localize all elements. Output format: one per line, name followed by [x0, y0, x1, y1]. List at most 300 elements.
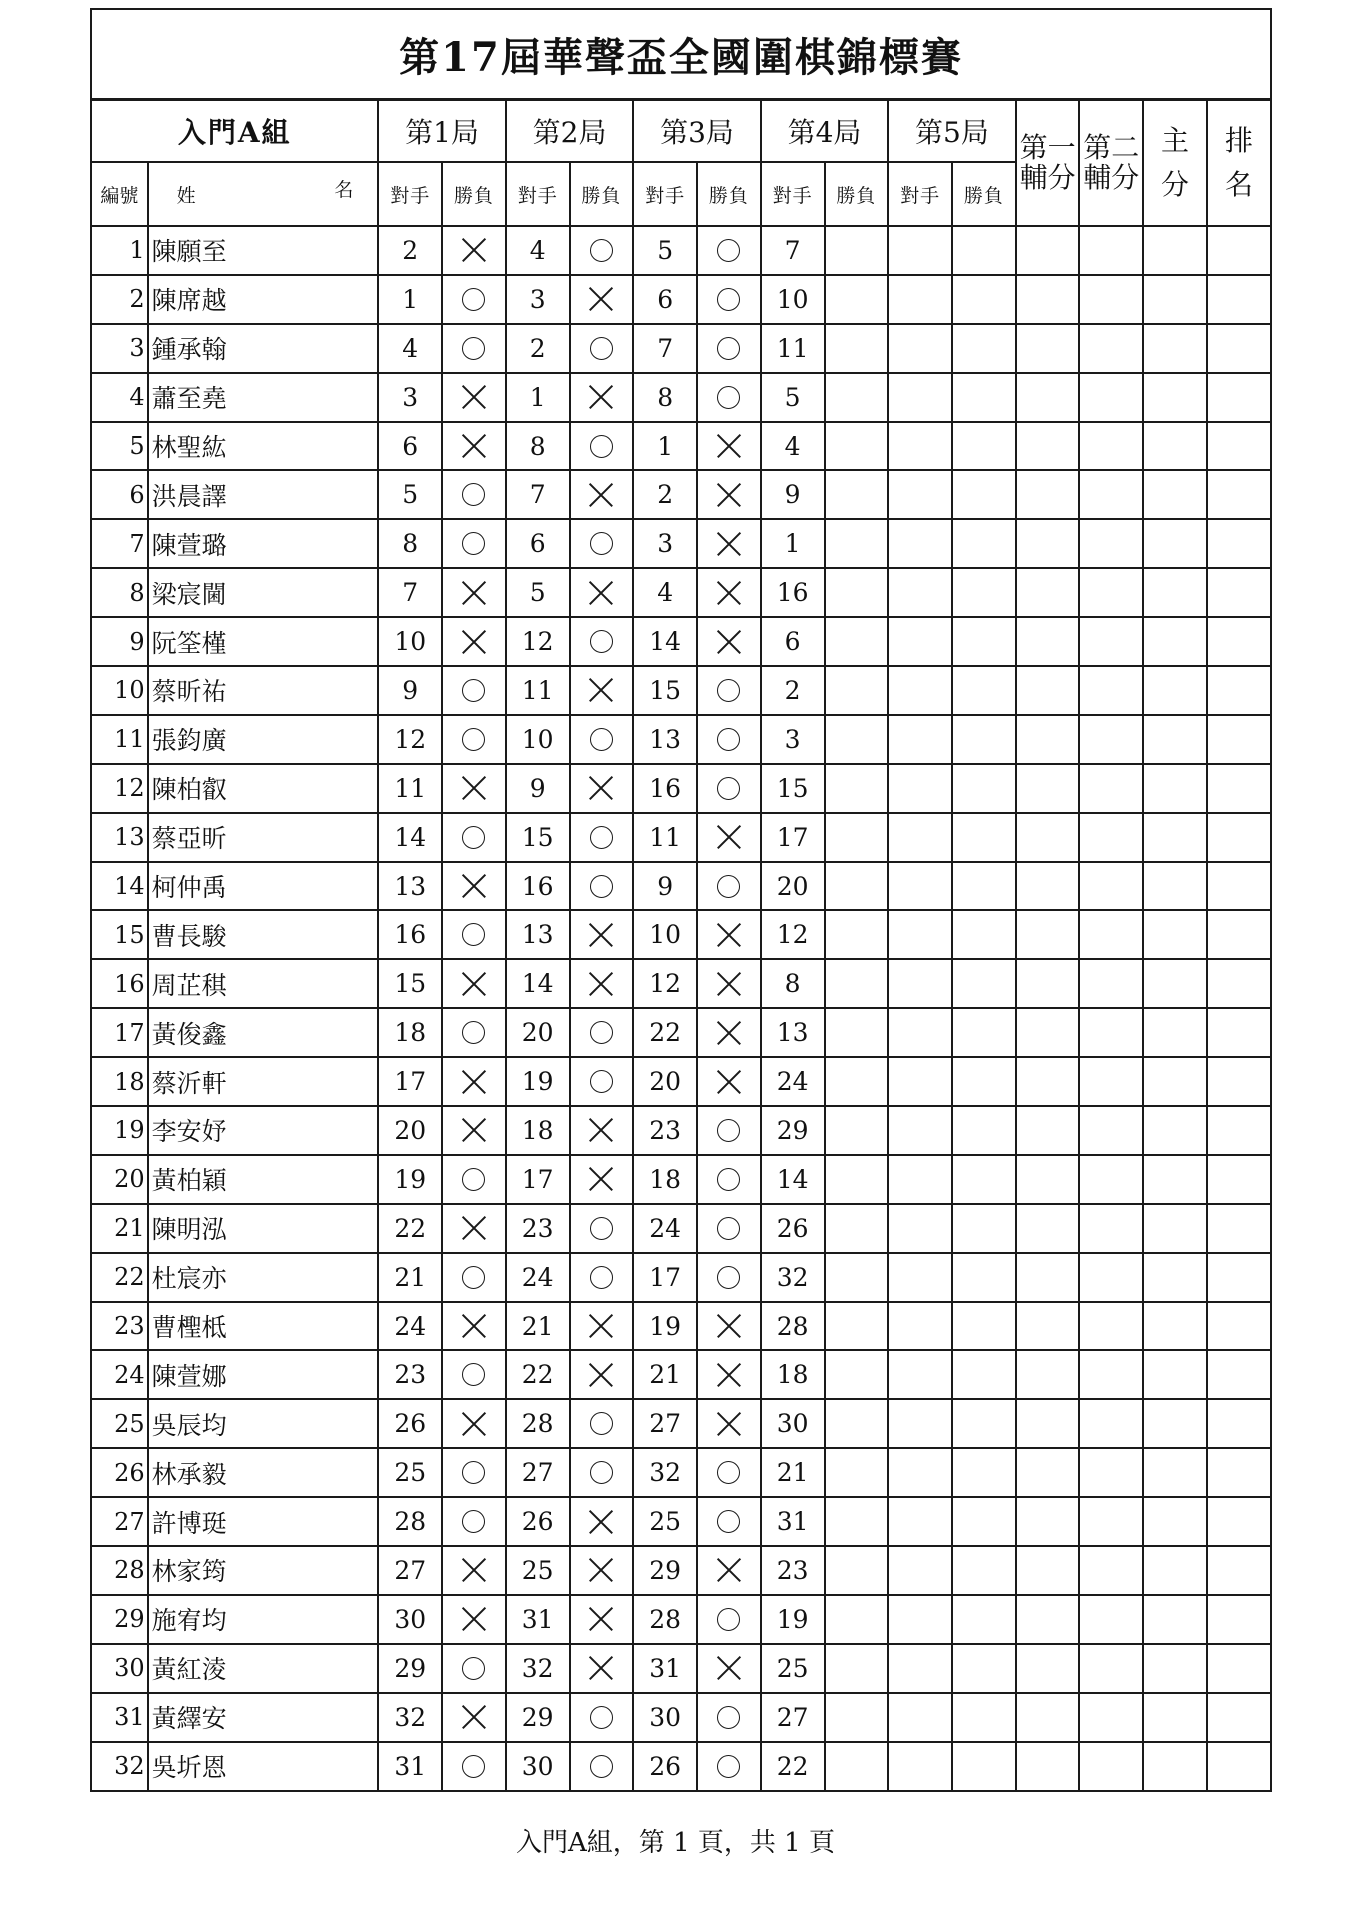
opponent-cell — [888, 568, 952, 617]
opponent-cell — [888, 1448, 952, 1497]
loss-cross-icon — [588, 286, 614, 312]
player-name: 黃柏穎 — [148, 1155, 379, 1204]
opponent-cell: 2 — [633, 470, 697, 519]
player-name: 洪晨譯 — [148, 470, 379, 519]
opponent-cell — [888, 1302, 952, 1351]
opponent-cell: 7 — [506, 470, 570, 519]
result-cell — [442, 1057, 506, 1106]
player-name: 陳席越 — [148, 275, 379, 324]
result-cell — [442, 715, 506, 764]
player-name: 杜宸亦 — [148, 1253, 379, 1302]
player-number: 23 — [91, 1302, 148, 1351]
rank-cell — [1207, 226, 1271, 275]
result-cell — [825, 1253, 889, 1302]
loss-cross-icon — [461, 1704, 487, 1730]
results-sheet — [90, 8, 1272, 1792]
opponent-cell: 18 — [378, 1008, 442, 1057]
opponent-cell: 22 — [378, 1204, 442, 1253]
tiebreak-1-cell — [1016, 862, 1080, 911]
win-circle-icon — [462, 826, 485, 849]
result-cell — [952, 764, 1016, 813]
result-cell — [442, 1742, 506, 1791]
tiebreak-2-cell — [1079, 862, 1143, 911]
tiebreak-2-cell — [1079, 1155, 1143, 1204]
player-number: 13 — [91, 813, 148, 862]
opponent-cell: 20 — [761, 862, 825, 911]
tiebreak-2-cell — [1079, 275, 1143, 324]
table-row — [91, 959, 1271, 1008]
opponent-cell: 2 — [378, 226, 442, 275]
name-header-second: 名 — [334, 179, 354, 201]
loss-cross-icon — [716, 531, 742, 557]
result-cell — [952, 373, 1016, 422]
player-number: 31 — [91, 1693, 148, 1742]
score-cell — [1143, 422, 1207, 471]
loss-cross-icon — [588, 1606, 614, 1632]
win-circle-icon — [590, 826, 613, 849]
win-circle-icon — [590, 1461, 613, 1484]
win-circle-icon — [590, 1755, 613, 1778]
result-cell — [442, 617, 506, 666]
loss-cross-icon — [461, 1411, 487, 1437]
opponent-cell: 3 — [506, 275, 570, 324]
result-cell — [570, 1399, 634, 1448]
loss-cross-icon — [461, 1313, 487, 1339]
opponent-cell: 11 — [761, 324, 825, 373]
player-rows — [91, 226, 1271, 1791]
opponent-cell: 26 — [633, 1742, 697, 1791]
result-cell — [697, 1204, 761, 1253]
loss-cross-icon — [461, 629, 487, 655]
result-cell — [570, 1742, 634, 1791]
opponent-cell: 30 — [506, 1742, 570, 1791]
result-cell — [570, 1057, 634, 1106]
tiebreak-1-cell — [1016, 910, 1080, 959]
tiebreak-1-cell — [1016, 519, 1080, 568]
opponent-cell: 21 — [761, 1448, 825, 1497]
result-cell — [952, 715, 1016, 764]
result-cell — [697, 1742, 761, 1791]
player-name: 許博珽 — [148, 1497, 379, 1546]
opponent-cell: 25 — [506, 1546, 570, 1595]
table-row — [91, 1595, 1271, 1644]
opponent-cell: 12 — [378, 715, 442, 764]
player-number: 15 — [91, 910, 148, 959]
score-cell — [1143, 1204, 1207, 1253]
player-number: 24 — [91, 1350, 148, 1399]
win-circle-icon — [590, 239, 613, 262]
opponent-cell — [888, 324, 952, 373]
result-cell — [825, 1008, 889, 1057]
opponent-cell: 12 — [761, 910, 825, 959]
opponent-cell: 28 — [633, 1595, 697, 1644]
result-cell — [442, 324, 506, 373]
result-cell — [442, 1497, 506, 1546]
result-cell — [825, 1595, 889, 1644]
opponent-cell: 20 — [378, 1106, 442, 1155]
tiebreak-1-cell — [1016, 1742, 1080, 1791]
tiebreak-2-cell — [1079, 1595, 1143, 1644]
player-number: 11 — [91, 715, 148, 764]
opponent-cell: 14 — [378, 813, 442, 862]
tiebreak-2-cell — [1079, 324, 1143, 373]
result-cell — [697, 764, 761, 813]
round-1-header: 第1局 — [378, 100, 505, 163]
opponent-cell: 14 — [761, 1155, 825, 1204]
result-cell — [570, 1106, 634, 1155]
tiebreak-1-cell — [1016, 1546, 1080, 1595]
opponent-cell: 14 — [633, 617, 697, 666]
score-cell — [1143, 1155, 1207, 1204]
opponent-cell — [888, 1644, 952, 1693]
opponent-cell: 20 — [506, 1008, 570, 1057]
rank-cell — [1207, 1399, 1271, 1448]
opponent-cell — [888, 1106, 952, 1155]
result-cell — [697, 568, 761, 617]
player-name: 林家筠 — [148, 1546, 379, 1595]
player-number: 17 — [91, 1008, 148, 1057]
rank-cell — [1207, 324, 1271, 373]
score-cell — [1143, 1008, 1207, 1057]
result-cell — [570, 519, 634, 568]
table-row — [91, 226, 1271, 275]
loss-cross-icon — [716, 1557, 742, 1583]
player-name: 陳萱璐 — [148, 519, 379, 568]
win-circle-icon — [590, 630, 613, 653]
loss-cross-icon — [588, 1557, 614, 1583]
result-cell — [952, 568, 1016, 617]
result-cell — [952, 617, 1016, 666]
opponent-cell: 22 — [506, 1350, 570, 1399]
table-row — [91, 666, 1271, 715]
player-name: 蕭至堯 — [148, 373, 379, 422]
win-circle-icon — [462, 288, 485, 311]
player-number: 19 — [91, 1106, 148, 1155]
opponent-header: 對手 — [888, 162, 952, 226]
result-cell — [825, 1644, 889, 1693]
tiebreak-1-cell — [1016, 373, 1080, 422]
tiebreak-1-cell — [1016, 1008, 1080, 1057]
result-cell — [697, 226, 761, 275]
result-cell — [825, 1399, 889, 1448]
win-circle-icon — [717, 239, 740, 262]
win-circle-icon — [717, 1266, 740, 1289]
opponent-cell: 13 — [761, 1008, 825, 1057]
tiebreak-2-cell — [1079, 1253, 1143, 1302]
opponent-cell: 28 — [378, 1497, 442, 1546]
tiebreak-1-cell — [1016, 275, 1080, 324]
score-cell — [1143, 568, 1207, 617]
loss-cross-icon — [716, 433, 742, 459]
number-header: 編號 — [91, 162, 148, 226]
score-line1: 主 — [1161, 124, 1190, 157]
player-number: 20 — [91, 1155, 148, 1204]
player-name: 曹長駿 — [148, 910, 379, 959]
opponent-cell: 29 — [506, 1693, 570, 1742]
tiebreak-1-cell — [1016, 1155, 1080, 1204]
result-cell — [570, 1302, 634, 1351]
opponent-cell: 1 — [633, 422, 697, 471]
round-5-header: 第5局 — [888, 100, 1015, 163]
opponent-cell: 16 — [761, 568, 825, 617]
win-circle-icon — [590, 435, 613, 458]
opponent-cell: 4 — [761, 422, 825, 471]
loss-cross-icon — [588, 1509, 614, 1535]
opponent-cell — [888, 813, 952, 862]
player-name: 黃俊鑫 — [148, 1008, 379, 1057]
win-circle-icon — [590, 1706, 613, 1729]
table-row — [91, 470, 1271, 519]
opponent-cell: 32 — [633, 1448, 697, 1497]
player-number: 28 — [91, 1546, 148, 1595]
result-cell — [825, 1302, 889, 1351]
score-cell — [1143, 324, 1207, 373]
rank-cell — [1207, 1595, 1271, 1644]
opponent-cell: 2 — [506, 324, 570, 373]
tiebreak-2-cell — [1079, 1644, 1143, 1693]
opponent-cell: 1 — [378, 275, 442, 324]
tiebreak-1-cell — [1016, 813, 1080, 862]
opponent-cell: 26 — [761, 1204, 825, 1253]
result-cell — [570, 275, 634, 324]
opponent-cell: 13 — [633, 715, 697, 764]
opponent-cell: 23 — [378, 1350, 442, 1399]
player-number: 4 — [91, 373, 148, 422]
loss-cross-icon — [588, 580, 614, 606]
result-cell — [442, 666, 506, 715]
result-cell — [442, 1399, 506, 1448]
score-cell — [1143, 1595, 1207, 1644]
result-cell — [952, 1546, 1016, 1595]
loss-cross-icon — [716, 824, 742, 850]
loss-cross-icon — [461, 433, 487, 459]
win-circle-icon — [462, 1168, 485, 1191]
result-cell — [952, 813, 1016, 862]
tiebreak-2-line1: 第二 — [1083, 131, 1140, 164]
result-cell — [442, 1595, 506, 1644]
score-header — [1143, 100, 1207, 227]
tiebreak-1-cell — [1016, 1350, 1080, 1399]
win-circle-icon — [462, 1266, 485, 1289]
opponent-cell: 6 — [761, 617, 825, 666]
opponent-cell: 23 — [761, 1546, 825, 1595]
result-cell — [825, 1546, 889, 1595]
opponent-cell — [888, 373, 952, 422]
table-row — [91, 519, 1271, 568]
result-cell — [952, 1742, 1016, 1791]
tiebreak-2-cell — [1079, 1302, 1143, 1351]
result-cell — [952, 910, 1016, 959]
result-cell — [697, 1106, 761, 1155]
result-cell — [697, 324, 761, 373]
opponent-cell: 23 — [506, 1204, 570, 1253]
rank-cell — [1207, 1742, 1271, 1791]
loss-cross-icon — [461, 971, 487, 997]
loss-cross-icon — [588, 1655, 614, 1681]
table-row — [91, 715, 1271, 764]
result-cell — [952, 1399, 1016, 1448]
rank-cell — [1207, 1204, 1271, 1253]
win-circle-icon — [590, 1412, 613, 1435]
opponent-cell — [888, 1204, 952, 1253]
opponent-cell: 25 — [378, 1448, 442, 1497]
score-cell — [1143, 1302, 1207, 1351]
player-name: 曹檉柢 — [148, 1302, 379, 1351]
player-name: 林承毅 — [148, 1448, 379, 1497]
score-cell — [1143, 1644, 1207, 1693]
result-cell — [825, 1448, 889, 1497]
result-cell — [825, 862, 889, 911]
result-cell — [825, 1106, 889, 1155]
loss-cross-icon — [716, 971, 742, 997]
tiebreak-2-cell — [1079, 1742, 1143, 1791]
opponent-cell: 17 — [378, 1057, 442, 1106]
tiebreak-2-cell — [1079, 1106, 1143, 1155]
tiebreak-1-cell — [1016, 1253, 1080, 1302]
result-cell — [697, 617, 761, 666]
table-row — [91, 1693, 1271, 1742]
table-row — [91, 1302, 1271, 1351]
player-name: 陳柏叡 — [148, 764, 379, 813]
result-cell — [442, 226, 506, 275]
win-circle-icon — [717, 1755, 740, 1778]
table-row — [91, 568, 1271, 617]
score-cell — [1143, 373, 1207, 422]
tiebreak-1-cell — [1016, 1204, 1080, 1253]
opponent-cell: 10 — [633, 910, 697, 959]
tiebreak-2-cell — [1079, 1546, 1143, 1595]
result-cell — [952, 1155, 1016, 1204]
rank-header — [1207, 100, 1271, 227]
opponent-cell — [888, 862, 952, 911]
result-cell — [442, 1106, 506, 1155]
rank-cell — [1207, 422, 1271, 471]
opponent-cell: 31 — [506, 1595, 570, 1644]
result-cell — [825, 1742, 889, 1791]
opponent-cell: 18 — [761, 1350, 825, 1399]
opponent-cell: 10 — [506, 715, 570, 764]
rank-line2: 名 — [1224, 168, 1253, 201]
opponent-cell — [888, 519, 952, 568]
rank-cell — [1207, 910, 1271, 959]
player-name: 蔡沂軒 — [148, 1057, 379, 1106]
result-cell — [825, 1693, 889, 1742]
result-cell — [442, 1350, 506, 1399]
opponent-cell: 27 — [506, 1448, 570, 1497]
opponent-cell: 11 — [378, 764, 442, 813]
opponent-cell — [888, 226, 952, 275]
player-number: 30 — [91, 1644, 148, 1693]
win-circle-icon — [717, 386, 740, 409]
rank-cell — [1207, 1253, 1271, 1302]
opponent-cell: 30 — [761, 1399, 825, 1448]
result-cell — [442, 275, 506, 324]
result-cell — [825, 373, 889, 422]
tiebreak-2-cell — [1079, 959, 1143, 1008]
opponent-cell: 26 — [378, 1399, 442, 1448]
rank-line1: 排 — [1224, 124, 1253, 157]
opponent-cell: 24 — [633, 1204, 697, 1253]
opponent-cell — [888, 764, 952, 813]
result-cell — [952, 1497, 1016, 1546]
table-row — [91, 1742, 1271, 1791]
result-cell — [697, 1155, 761, 1204]
result-cell — [570, 1448, 634, 1497]
opponent-cell: 21 — [633, 1350, 697, 1399]
loss-cross-icon — [716, 580, 742, 606]
rank-cell — [1207, 1448, 1271, 1497]
player-number: 16 — [91, 959, 148, 1008]
opponent-cell: 29 — [633, 1546, 697, 1595]
tiebreak-1-line2: 輔分 — [1019, 161, 1076, 194]
result-cell — [697, 373, 761, 422]
result-cell — [442, 959, 506, 1008]
score-cell — [1143, 1106, 1207, 1155]
player-number: 21 — [91, 1204, 148, 1253]
opponent-cell: 21 — [506, 1302, 570, 1351]
score-cell — [1143, 862, 1207, 911]
opponent-cell — [888, 470, 952, 519]
opponent-cell: 22 — [761, 1742, 825, 1791]
result-cell — [825, 226, 889, 275]
result-cell — [952, 1106, 1016, 1155]
player-number: 27 — [91, 1497, 148, 1546]
result-cell — [697, 1057, 761, 1106]
result-cell — [825, 1350, 889, 1399]
result-cell — [570, 1693, 634, 1742]
name-header — [148, 162, 379, 226]
tiebreak-2-cell — [1079, 519, 1143, 568]
score-line2: 分 — [1161, 168, 1190, 201]
result-cell — [570, 1644, 634, 1693]
rank-cell — [1207, 1546, 1271, 1595]
loss-cross-icon — [716, 1411, 742, 1437]
opponent-cell: 19 — [761, 1595, 825, 1644]
page-footer: 入門A組，第 1 頁，共 1 頁 — [516, 1828, 835, 1858]
result-cell — [952, 519, 1016, 568]
player-name: 張鈞廣 — [148, 715, 379, 764]
win-circle-icon — [462, 532, 485, 555]
win-circle-icon — [717, 1510, 740, 1533]
opponent-cell: 18 — [506, 1106, 570, 1155]
player-name: 柯仲禹 — [148, 862, 379, 911]
result-cell — [825, 910, 889, 959]
rank-cell — [1207, 862, 1271, 911]
result-cell — [825, 715, 889, 764]
opponent-cell: 5 — [506, 568, 570, 617]
player-number: 1 — [91, 226, 148, 275]
result-cell — [570, 910, 634, 959]
loss-cross-icon — [716, 922, 742, 948]
opponent-cell: 31 — [378, 1742, 442, 1791]
result-cell — [952, 324, 1016, 373]
tiebreak-1-cell — [1016, 1399, 1080, 1448]
opponent-cell: 19 — [378, 1155, 442, 1204]
rank-cell — [1207, 715, 1271, 764]
tiebreak-1-cell — [1016, 617, 1080, 666]
result-cell — [442, 519, 506, 568]
player-name: 吳辰均 — [148, 1399, 379, 1448]
score-cell — [1143, 275, 1207, 324]
rank-cell — [1207, 519, 1271, 568]
opponent-cell: 9 — [378, 666, 442, 715]
opponent-cell: 8 — [633, 373, 697, 422]
table-row — [91, 764, 1271, 813]
player-name: 施宥均 — [148, 1595, 379, 1644]
tiebreak-1-line1: 第一 — [1019, 131, 1076, 164]
tiebreak-2-cell — [1079, 1350, 1143, 1399]
result-header: 勝負 — [442, 162, 506, 226]
